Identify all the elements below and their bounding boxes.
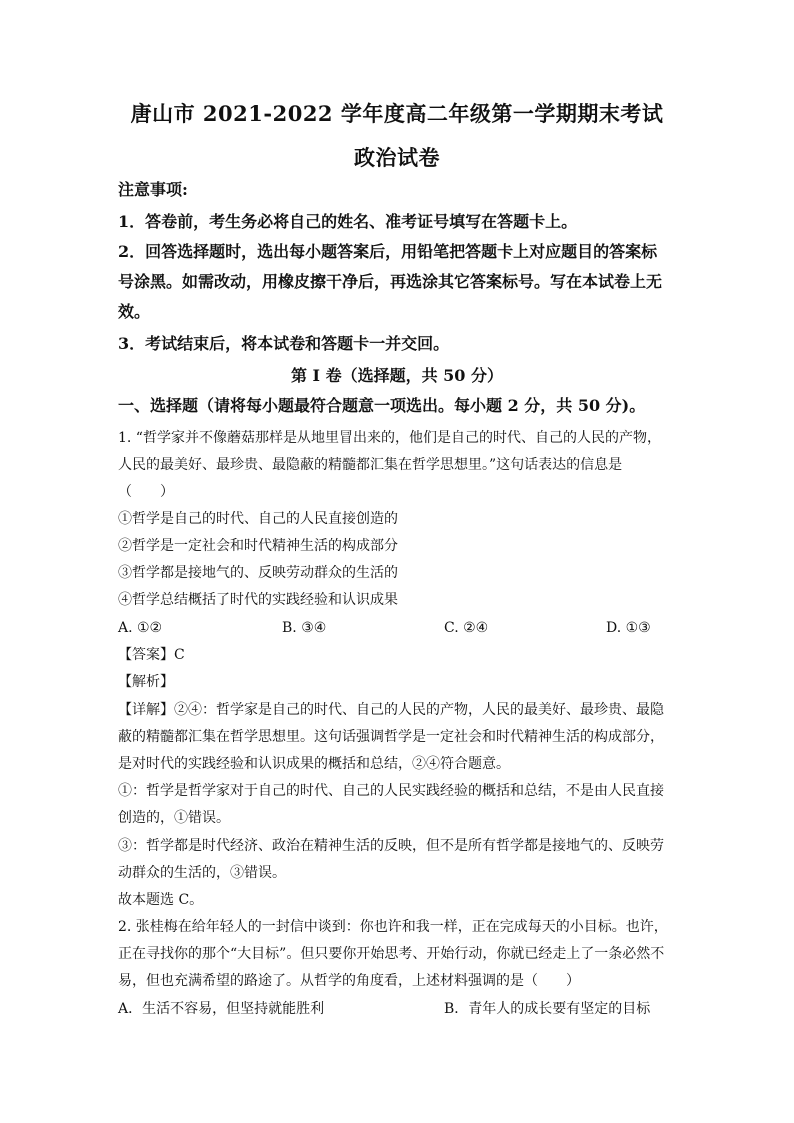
q1-statement-3: ③哲学都是接地气的、反映劳动群众的生活的	[118, 565, 398, 581]
exam-subtitle: 政治试卷	[354, 145, 440, 170]
section-heading: 一、选择题（请将每小题最符合题意一项选出。每小题 2 分，共 50 分)。	[118, 396, 646, 415]
q1-detail-line1: 【详解】②④：哲学家是自己的时代、自己的人民的产物，人民的最美好、最珍贵、最隐	[118, 702, 664, 718]
q1-conclusion: 故本题选 C。	[118, 892, 204, 908]
q1-detail-line7: 动群众的生活的，③错误。	[118, 865, 286, 881]
q1-stem-line2: 人民的最美好、最珍贵、最隐蔽的精髓都汇集在哲学思想里。”这句话表达的信息是	[118, 457, 623, 473]
notice-heading: 注意事项:	[118, 180, 188, 199]
notice-item-2a: 2．回答选择题时，选出每小题答案后，用铅笔把答题卡上对应题目的答案标	[118, 242, 658, 261]
q1-statement-2: ②哲学是一定社会和时代精神生活的构成部分	[118, 538, 398, 554]
q2-option-a: A．生活不容易，但坚持就能胜利	[118, 1001, 325, 1017]
q1-statement-4: ④哲学总结概括了时代的实践经验和认识成果	[118, 592, 398, 608]
q1-option-d: D. ①③	[606, 620, 651, 636]
q1-answer: 【答案】C	[118, 647, 185, 663]
q2-stem-line1: 2. 张桂梅在给年轻人的一封信中谈到：你也许和我一样，正在完成每天的小目标。也许，	[118, 919, 668, 935]
notice-item-1: 1．答卷前，考生务必将自己的姓名、准考证号填写在答题卡上。	[118, 212, 578, 231]
q1-detail-line6: ③：哲学都是时代经济、政治在精神生活的反映，但不是所有哲学都是接地气的、反映劳	[118, 838, 664, 854]
q1-stem-line1: 1. “哲学家并不像蘑菇那样是从地里冒出来的，他们是自己的时代、自己的人民的产物，	[118, 430, 661, 446]
q1-statement-1: ①哲学是自己的时代、自己的人民直接创造的	[118, 511, 398, 527]
q2-stem-line2: 正在寻找你的那个“大目标”。但只要你开始思考、开始行动，你就已经走上了一条必然不	[118, 946, 665, 962]
q1-detail-line2: 蔽的精髓都汇集在哲学思想里。这句话强调哲学是一定社会和时代精神生活的构成部分，	[118, 729, 664, 745]
notice-item-2c: 效。	[118, 302, 151, 321]
q1-option-c: C. ②④	[444, 620, 489, 636]
part1-heading: 第 I 卷（选择题，共 50 分）	[290, 366, 504, 385]
exam-title: 唐山市 2021-2022 学年度高二年级第一学期期末考试	[130, 101, 664, 126]
notice-item-2b: 号涂黑。如需改动，用橡皮擦干净后，再选涂其它答案标号。写在本试卷上无	[118, 272, 663, 291]
q2-stem-line3: 易，但也充满希望的路途了。从哲学的角度看，上述材料强调的是（ ）	[118, 973, 580, 989]
q1-detail-line3: 是对时代的实践经验和认识成果的概括和总结，②④符合题意。	[118, 756, 510, 772]
q1-option-b: B. ③④	[282, 620, 327, 636]
q1-detail-line4: ①：哲学是哲学家对于自己的时代、自己的人民实践经验的概括和总结，不是由人民直接	[118, 783, 664, 799]
q1-option-a: A. ①②	[118, 620, 163, 636]
q2-option-b: B．青年人的成长要有坚定的目标	[444, 1001, 651, 1017]
notice-item-3: 3．考试结束后，将本试卷和答题卡一并交回。	[118, 334, 450, 353]
q1-blank: （ ）	[118, 484, 174, 500]
q1-detail-line5: 创造的，①错误。	[118, 810, 230, 826]
q1-analysis-label: 【解析】	[118, 674, 174, 690]
